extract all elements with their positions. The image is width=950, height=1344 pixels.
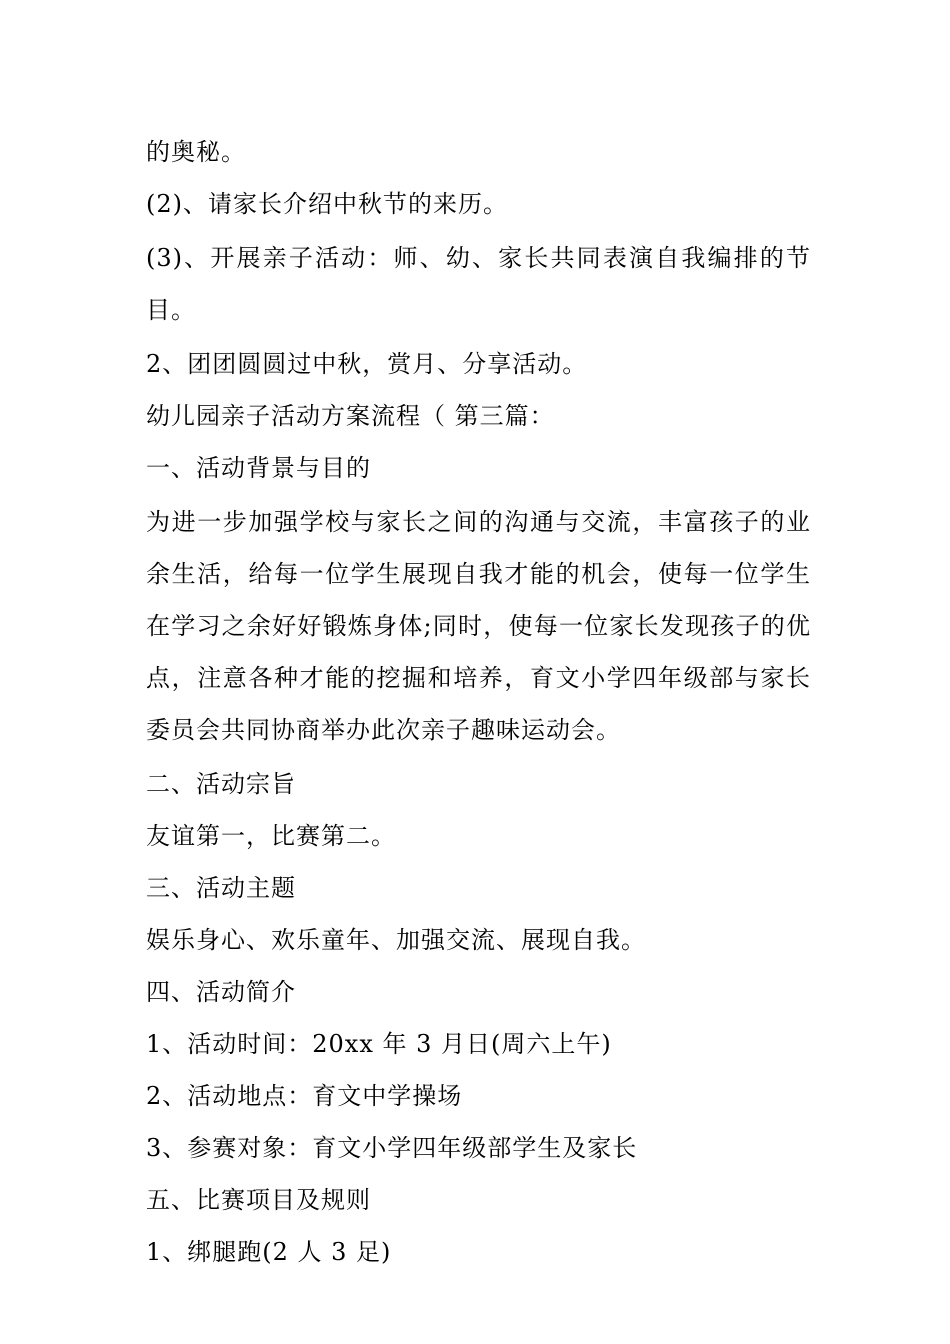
- text-line: 1、绑腿跑(2 人 3 足): [146, 1238, 392, 1266]
- section-heading: 二、活动宗旨: [146, 770, 296, 798]
- text-line: 娱乐身心、欢乐童年、加强交流、展现自我。: [146, 926, 646, 954]
- text-line: 1、活动时间：20xx 年 3 月日(周六上午): [146, 1030, 612, 1058]
- section-heading: 一、活动背景与目的: [146, 454, 371, 482]
- section-heading: 幼儿园亲子活动方案流程（ 第三篇：: [146, 402, 555, 430]
- section-heading: 三、活动主题: [146, 874, 296, 902]
- text-line: 2、活动地点：育文中学操场: [146, 1082, 463, 1110]
- text-paragraph: (3)、开展亲子活动：师、幼、家长共同表演自我编排的节目。: [146, 244, 811, 324]
- text-line: 3、参赛对象：育文小学四年级部学生及家长: [146, 1134, 638, 1162]
- section-heading: 五、比赛项目及规则: [146, 1186, 371, 1214]
- text-line: 友谊第一，比赛第二。: [146, 822, 396, 850]
- text-paragraph: 为进一步加强学校与家长之间的沟通与交流，丰富孩子的业余生活，给每一位学生展现自我才能的机会，使每一位学生在学习之余好好锻炼身体;同时，使每一位家长发现孩子的优点，注意各种才能的挖掘和培养，育文小学四年级部与家长委员会共同协商举办此次亲子趣味运动会。: [146, 508, 811, 744]
- text-line: 的奥秘。: [146, 138, 246, 166]
- section-heading: 四、活动简介: [146, 978, 296, 1006]
- text-line: 2、团团圆圆过中秋，赏月、分享活动。: [146, 350, 588, 378]
- document-body: [146, 128, 811, 1276]
- text-line: (2)、请家长介绍中秋节的来历。: [146, 190, 508, 218]
